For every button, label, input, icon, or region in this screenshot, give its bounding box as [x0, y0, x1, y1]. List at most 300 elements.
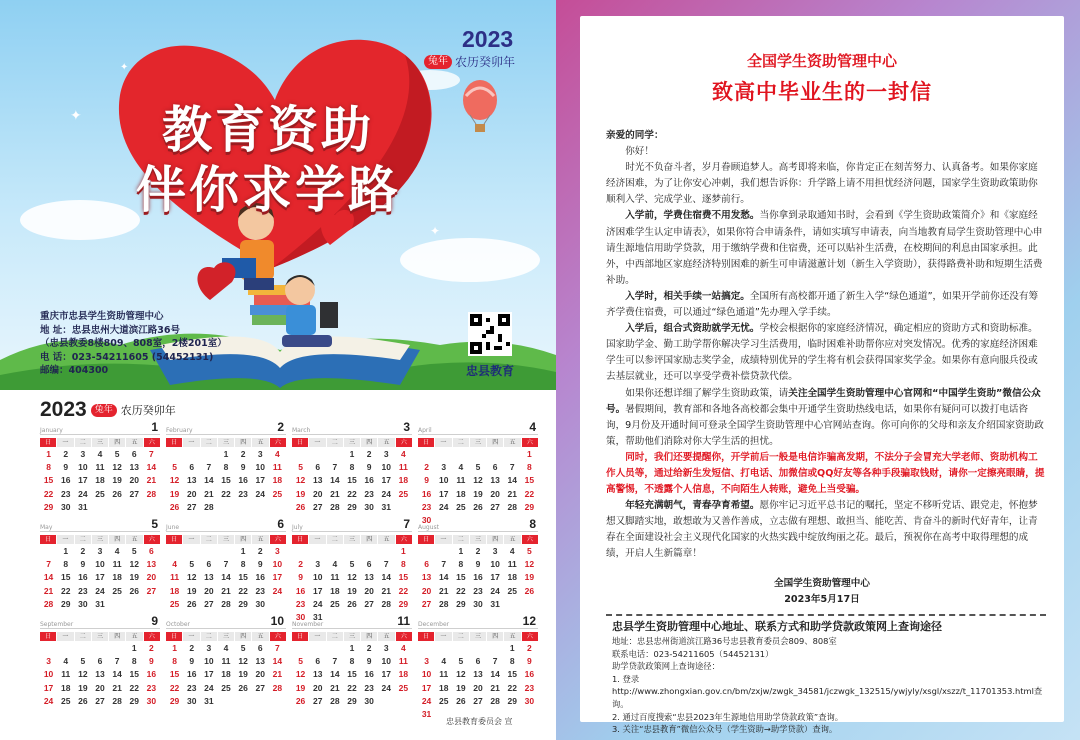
day-cell: 9 [257, 559, 263, 570]
day-cell: 5 [240, 643, 246, 653]
day-grid [166, 448, 286, 514]
day-cell: 25 [60, 695, 71, 706]
month-number: 11 [397, 614, 410, 628]
day-cell: 23 [473, 585, 483, 596]
weekday-label: 一 [435, 438, 451, 447]
poster-lunar-tag [424, 53, 515, 70]
day-cell: 26 [295, 501, 306, 512]
day-cell: 25 [272, 488, 283, 499]
month-number: 1 [151, 420, 158, 434]
day-cell: 16 [60, 475, 71, 486]
day-cell: 25 [438, 695, 449, 706]
day-cell: 7 [509, 462, 515, 473]
day-cell: 23 [421, 501, 432, 512]
day-cell: 9 [424, 475, 429, 486]
day-cell: 29 [129, 695, 139, 706]
day-cell: 1 [509, 643, 515, 653]
weekday-row [166, 632, 286, 641]
day-cell: 18 [438, 682, 449, 693]
letter-body [606, 128, 1046, 563]
day-cell: 20 [95, 682, 105, 693]
day-cell: 18 [112, 572, 122, 583]
day-cell: 31 [204, 695, 214, 706]
day-cell: 16 [186, 669, 197, 680]
weekday-row [418, 632, 538, 641]
weekday-label: 六 [522, 632, 538, 641]
empty-cell [74, 642, 91, 655]
day-cell: 4 [401, 449, 406, 459]
day-cell: 29 [507, 695, 517, 706]
day-cell: 18 [456, 488, 466, 499]
day-cell: 6 [366, 559, 372, 570]
day-cell: 2 [189, 643, 195, 653]
day-cell: 1 [63, 546, 69, 556]
day-cell: 7 [149, 449, 154, 459]
day-cell: 11 [507, 559, 517, 570]
day-cell: 19 [238, 669, 248, 680]
day-cell: 27 [490, 501, 500, 512]
day-cell: 5 [172, 462, 177, 473]
letter-paragraph [606, 208, 1046, 288]
day-cell: 5 [80, 656, 86, 667]
paragraph-text: 如果你还想详细了解学生资助政策，请 [625, 387, 789, 399]
weekday-label: 五 [504, 632, 520, 641]
weekday-label: 三 [92, 438, 108, 447]
paragraph-text: 学校会根据你的家庭经济情况，确定相应的资助方式和资助标准。国家助学金、勤工助学帮你解决学习生活费用，临时困难补助帮你应对突发情况。优秀的家庭经济困难学生可以参评国家励志奖学金，成绩特别优异的学生将有机会获得国家奖学金。如果你有意向服兵役或去基层就业，还可以享受学费补偿贷款代偿。 [606, 323, 1038, 383]
signature-date: 2023年5月17日 [784, 594, 860, 605]
day-cell: 6 [475, 656, 481, 667]
day-cell: 5 [131, 546, 137, 556]
empty-cell [183, 545, 200, 558]
lunar-year-label: 农历癸卯年 [455, 55, 516, 69]
day-cell: 22 [398, 585, 409, 596]
day-cell: 14 [112, 669, 122, 680]
day-cell: 12 [347, 572, 357, 583]
day-cell: 30 [473, 598, 483, 609]
day-cell: 30 [78, 598, 88, 609]
weekday-label: 一 [57, 632, 73, 641]
empty-cell [200, 545, 217, 558]
month-number: 2 [277, 420, 284, 434]
day-cell: 21 [204, 488, 214, 499]
day-cell: 11 [95, 462, 105, 473]
weekday-label: 六 [270, 438, 286, 447]
empty-cell [343, 545, 360, 558]
day-cell: 14 [330, 475, 340, 486]
weekday-label: 三 [470, 438, 486, 447]
day-cell: 29 [169, 695, 180, 706]
weekday-label: 三 [344, 535, 360, 544]
day-cell: 13 [473, 669, 483, 680]
day-cell: 26 [186, 598, 197, 609]
day-cell: 4 [114, 546, 120, 556]
day-cell: 1 [131, 643, 137, 653]
calendar-month [292, 421, 412, 518]
weekday-label: 日 [166, 535, 182, 544]
day-cell: 3 [257, 449, 263, 459]
day-cell: 21 [507, 488, 517, 499]
day-cell: 11 [398, 656, 408, 667]
day-cell: 17 [381, 475, 391, 486]
weekday-label: 六 [522, 535, 538, 544]
weekday-label: 一 [183, 632, 199, 641]
day-cell: 27 [204, 598, 214, 609]
month-header [40, 421, 160, 435]
day-cell: 18 [169, 585, 180, 596]
day-cell: 10 [204, 656, 214, 667]
month-header [166, 615, 286, 629]
weekday-label: 四 [235, 438, 251, 447]
day-cell: 2 [475, 546, 481, 556]
day-cell: 21 [272, 669, 283, 680]
day-cell: 1 [46, 449, 51, 459]
weekday-label: 三 [470, 535, 486, 544]
month-number: 10 [270, 614, 284, 628]
day-cell: 10 [272, 559, 283, 570]
org-line: 电 话：023-54211605 (54452131) [40, 351, 214, 363]
day-cell: 21 [112, 682, 122, 693]
day-cell: 9 [63, 462, 69, 473]
day-cell: 23 [186, 682, 197, 693]
weekday-label: 三 [218, 632, 234, 641]
day-cell: 23 [60, 488, 71, 499]
day-cell: 17 [490, 572, 500, 583]
day-cell: 5 [298, 462, 303, 473]
day-cell: 29 [238, 598, 248, 609]
rabbit-badge: 兔年 [424, 55, 452, 69]
day-cell: 1 [458, 546, 464, 556]
day-cell: 10 [381, 656, 391, 667]
day-cell: 28 [146, 488, 157, 499]
empty-cell [435, 545, 452, 558]
day-cell: 22 [43, 488, 54, 499]
day-cell: 26 [473, 501, 483, 512]
weekday-label: 二 [75, 535, 91, 544]
day-cell: 9 [475, 559, 481, 570]
month-name: April [418, 427, 432, 434]
weekday-label: 一 [57, 438, 73, 447]
month-number: 3 [403, 420, 410, 434]
day-cell: 26 [295, 695, 306, 706]
day-cell: 15 [221, 475, 231, 486]
day-cell: 16 [364, 669, 374, 680]
right-panel [556, 0, 1080, 740]
weekday-label: 四 [109, 632, 125, 641]
day-cell: 5 [475, 462, 481, 473]
day-cell: 26 [456, 695, 466, 706]
month-number: 7 [403, 517, 410, 531]
weekday-label: 一 [183, 438, 199, 447]
day-cell: 12 [78, 669, 88, 680]
day-cell: 7 [492, 656, 498, 667]
day-grid [166, 545, 286, 611]
day-cell: 6 [492, 462, 498, 473]
empty-cell [378, 545, 395, 558]
weekday-label: 三 [344, 438, 360, 447]
weekday-label: 六 [144, 535, 160, 544]
day-cell: 4 [332, 559, 338, 570]
day-cell: 2 [527, 643, 532, 653]
day-cell: 30 [421, 515, 432, 526]
weekday-label: 三 [218, 535, 234, 544]
day-cell: 12 [129, 559, 139, 570]
day-cell: 8 [509, 656, 515, 667]
weekday-label: 五 [252, 632, 268, 641]
info-query-title: 助学贷款政策网上查询途径： [612, 661, 720, 672]
day-cell: 20 [204, 585, 214, 596]
day-cell: 22 [221, 488, 231, 499]
month-header [166, 518, 286, 532]
letter-header: 全国学生资助管理中心 [746, 52, 897, 70]
svg-text:✦: ✦ [120, 62, 129, 73]
calendar-header [40, 398, 176, 422]
weekday-label: 二 [327, 632, 343, 641]
day-cell: 5 [114, 449, 120, 459]
weekday-label: 日 [40, 632, 56, 641]
day-cell: 11 [170, 572, 180, 583]
letter-sheet [580, 16, 1064, 735]
day-cell: 15 [524, 475, 535, 486]
empty-cell [469, 448, 486, 461]
weekday-label: 六 [522, 438, 538, 447]
day-cell: 3 [315, 559, 321, 570]
poster-year: 2023 [462, 26, 514, 52]
day-cell: 3 [206, 643, 212, 653]
month-header [292, 421, 412, 435]
day-cell: 4 [509, 546, 515, 556]
day-cell: 22 [169, 682, 180, 693]
letter-paragraph [606, 289, 1046, 321]
day-cell: 13 [312, 669, 323, 680]
day-cell: 14 [204, 475, 214, 486]
calendar-month [40, 615, 160, 712]
brand-label: 忠县教育 [466, 364, 515, 378]
poster-title-line1: 教育资助 [162, 101, 374, 159]
month-name: March [292, 427, 311, 434]
day-cell: 18 [398, 475, 409, 486]
day-cell: 11 [398, 462, 408, 473]
day-grid [292, 642, 412, 708]
month-name: September [40, 621, 74, 628]
day-cell: 8 [349, 656, 355, 667]
day-cell: 27 [95, 695, 105, 706]
paragraph-lead: 入学后，组合式资助就学无忧。 [625, 323, 760, 335]
day-cell: 3 [383, 449, 389, 459]
day-cell: 28 [43, 598, 54, 609]
empty-cell [166, 448, 183, 461]
day-cell: 9 [149, 656, 154, 667]
day-cell: 17 [95, 572, 105, 583]
svg-text:✦: ✦ [70, 108, 82, 124]
day-cell: 12 [169, 475, 180, 486]
day-cell: 6 [315, 656, 321, 667]
day-cell: 4 [172, 559, 177, 570]
day-cell: 9 [240, 462, 246, 473]
day-cell: 18 [507, 572, 517, 583]
weekday-label: 三 [470, 632, 486, 641]
day-cell: 27 [129, 488, 139, 499]
day-cell: 31 [421, 709, 432, 720]
empty-cell [435, 448, 452, 461]
day-cell: 16 [255, 572, 265, 583]
day-cell: 1 [349, 449, 355, 459]
day-cell: 24 [95, 585, 105, 596]
day-cell: 9 [366, 656, 372, 667]
day-cell: 17 [312, 585, 323, 596]
day-cell: 21 [438, 585, 449, 596]
day-cell: 17 [272, 572, 283, 583]
day-cell: 3 [492, 546, 498, 556]
org-contact-block [40, 310, 227, 378]
calendar-month [40, 518, 160, 615]
weekday-label: 日 [40, 438, 56, 447]
day-cell: 19 [129, 572, 139, 583]
day-cell: 26 [169, 501, 180, 512]
day-cell: 10 [43, 669, 54, 680]
day-cell: 2 [298, 559, 303, 570]
fraud-warning: 同时，我们还要提醒你，开学前后一般是电信诈骗高发期，不法分子会冒充大学老师、资助机构工作人员等，通过给新生发短信、打电话、加微信或QQ好友等各种手段骗取钱财，请你一定擦亮眼睛，提高警惕，不透露个人信息，不向陌生人转账，避免上当受骗。 [606, 451, 1045, 496]
day-cell: 13 [421, 572, 432, 583]
day-cell: 19 [473, 488, 483, 499]
day-cell: 28 [204, 501, 214, 512]
day-cell: 16 [524, 669, 535, 680]
day-cell: 29 [347, 501, 357, 512]
empty-cell [217, 545, 234, 558]
day-cell: 20 [473, 682, 483, 693]
day-cell: 24 [381, 488, 391, 499]
day-cell: 11 [221, 656, 231, 667]
day-cell: 10 [381, 462, 391, 473]
day-cell: 22 [347, 488, 357, 499]
day-cell: 2 [366, 449, 372, 459]
day-grid [418, 642, 538, 721]
day-cell: 15 [169, 669, 180, 680]
day-cell: 22 [456, 585, 466, 596]
day-cell: 12 [473, 475, 483, 486]
day-cell: 23 [238, 488, 248, 499]
day-cell: 5 [298, 656, 303, 667]
day-cell: 8 [63, 559, 69, 570]
day-cell: 12 [112, 462, 122, 473]
weekday-label: 日 [418, 535, 434, 544]
weekday-label: 二 [201, 535, 217, 544]
empty-cell [326, 545, 343, 558]
weekday-label: 二 [453, 535, 469, 544]
org-line: 邮编：404300 [40, 365, 109, 376]
poster-banner [0, 0, 556, 390]
day-cell: 3 [424, 656, 429, 667]
month-name: June [166, 524, 180, 531]
weekday-label: 六 [396, 438, 412, 447]
day-cell: 23 [78, 585, 88, 596]
day-cell: 18 [60, 682, 71, 693]
day-cell: 10 [255, 462, 265, 473]
day-cell: 10 [421, 669, 432, 680]
day-cell: 21 [146, 475, 157, 486]
weekday-label: 五 [126, 438, 142, 447]
day-cell: 16 [295, 585, 306, 596]
letter-greeting: 亲爱的同学： [606, 130, 664, 141]
day-cell: 11 [61, 669, 71, 680]
day-cell: 15 [398, 572, 409, 583]
day-cell: 5 [527, 546, 532, 556]
day-cell: 22 [507, 682, 517, 693]
month-name: October [166, 621, 191, 628]
empty-cell [200, 448, 217, 461]
day-cell: 18 [95, 475, 105, 486]
paragraph-text: 全国所有高校都开通了新生入学“绿色通道”，如果开学前你还没有筹齐学费住宿费，可以通过“绿色通道”先办理入学手续。 [606, 290, 1039, 319]
empty-cell [309, 642, 326, 655]
day-cell: 6 [206, 559, 212, 570]
weekday-label: 日 [418, 438, 434, 447]
day-cell: 14 [330, 669, 340, 680]
empty-cell [452, 642, 469, 655]
weekday-label: 二 [453, 438, 469, 447]
day-cell: 25 [398, 488, 409, 499]
day-cell: 22 [129, 682, 139, 693]
day-cell: 7 [223, 559, 229, 570]
month-name: July [292, 524, 303, 531]
day-cell: 9 [527, 656, 532, 667]
day-cell: 1 [527, 449, 532, 459]
day-cell: 1 [349, 643, 355, 653]
day-cell: 2 [63, 449, 69, 459]
day-cell: 21 [330, 682, 340, 693]
empty-cell [40, 642, 57, 655]
day-cell: 28 [330, 501, 340, 512]
weekday-label: 日 [292, 535, 308, 544]
day-cell: 8 [349, 462, 355, 473]
day-grid [166, 642, 286, 708]
paragraph-lead: 年轻充满朝气，青春孕育希望。 [625, 500, 760, 512]
day-cell: 1 [401, 546, 406, 556]
day-cell: 27 [421, 598, 432, 609]
day-cell: 16 [238, 475, 248, 486]
day-cell: 16 [421, 488, 432, 499]
weekday-label: 日 [418, 632, 434, 641]
paragraph-lead: 入学前，学费住宿费不用发愁。 [625, 210, 760, 222]
day-cell: 12 [186, 572, 197, 583]
calendar-month [40, 421, 160, 518]
weekday-label: 日 [40, 535, 56, 544]
day-cell: 8 [172, 656, 177, 667]
day-cell: 29 [524, 501, 535, 512]
weekday-row [292, 438, 412, 447]
day-cell: 15 [347, 475, 357, 486]
weekday-label: 四 [109, 438, 125, 447]
day-cell: 26 [524, 585, 535, 596]
day-cell: 24 [381, 682, 391, 693]
svg-text:✦: ✦ [430, 224, 441, 238]
day-cell: 28 [438, 598, 449, 609]
day-cell: 23 [364, 488, 374, 499]
weekday-row [292, 632, 412, 641]
day-cell: 20 [255, 669, 265, 680]
day-cell: 19 [186, 585, 197, 596]
day-cell: 26 [129, 585, 139, 596]
day-cell: 16 [78, 572, 88, 583]
month-header [166, 421, 286, 435]
day-cell: 21 [330, 488, 340, 499]
day-cell: 7 [441, 559, 447, 570]
day-cell: 14 [43, 572, 54, 583]
letter-paragraph [606, 321, 1046, 385]
day-cell: 17 [381, 669, 391, 680]
qr-code-icon [468, 312, 512, 356]
day-cell: 13 [146, 559, 157, 570]
day-cell: 22 [238, 585, 248, 596]
calendar-month [292, 517, 412, 623]
